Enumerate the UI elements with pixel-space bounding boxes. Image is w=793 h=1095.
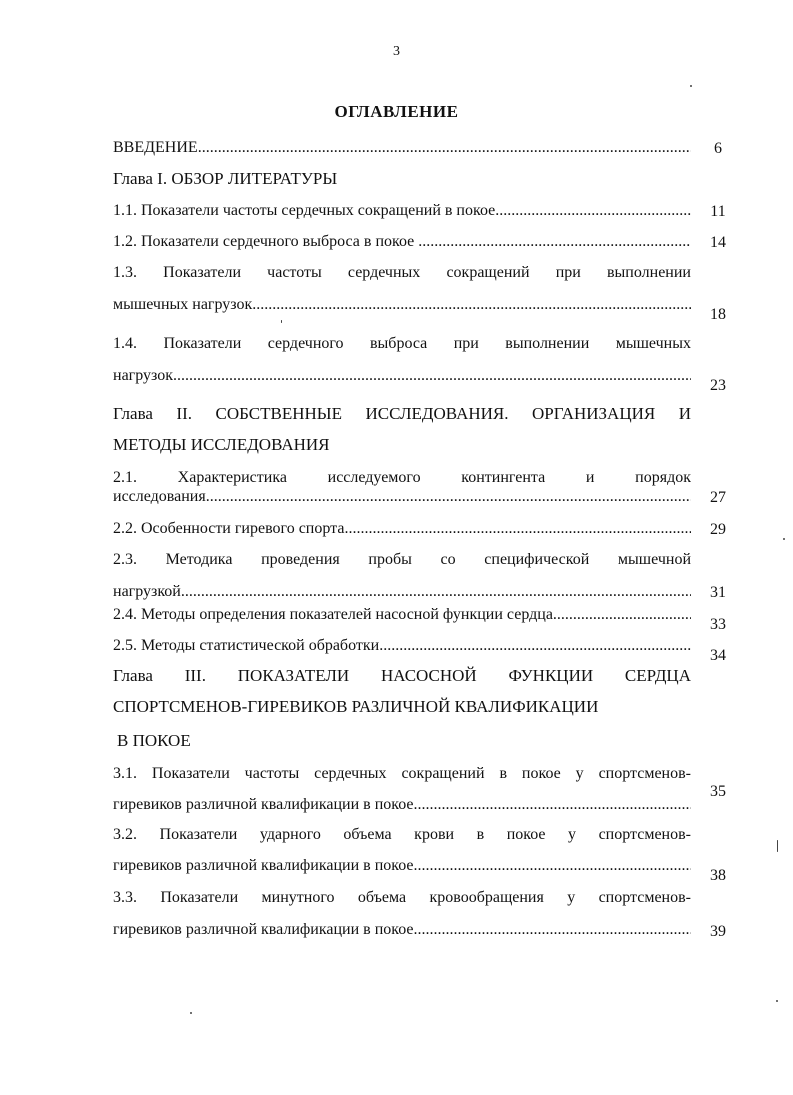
toc-page-number: 27 — [710, 489, 726, 506]
toc-entry-label: 2.5. Методы статистической обработки — [113, 637, 380, 654]
chapter-heading-3-line3: В ПОКОЕ — [117, 731, 191, 750]
toc-entry-label: гиревиков различной квалификации в покое — [113, 921, 414, 938]
toc-entry-label: ВВЕДЕНИЕ — [113, 139, 198, 156]
toc-page-number: 34 — [710, 647, 726, 664]
chapter-heading-3-line2: СПОРТСМЕНОВ-ГИРЕВИКОВ РАЗЛИЧНОЙ КВАЛИФИКАЦИИ — [113, 697, 599, 716]
toc-entry-1-4-line2[interactable] — [113, 366, 691, 386]
toc-entry-label: мышечных нагрузок — [113, 296, 253, 313]
toc-entry-2-3-line2[interactable] — [113, 582, 691, 602]
toc-entry-3-1-line2[interactable] — [113, 795, 691, 815]
page-number: 3 — [393, 44, 400, 59]
toc-entry-label: нагрузок — [113, 367, 174, 384]
toc-entry-2-1-line1[interactable]: 2.1. Характеристика исследуемого контингента и порядок — [113, 469, 691, 486]
toc-title: ОГЛАВЛЕНИЕ — [334, 102, 459, 121]
scan-speck — [690, 85, 692, 87]
chapter-heading-2-line1: Глава II. СОБСТВЕННЫЕ ИССЛЕДОВАНИЯ. ОРГАНИЗАЦИЯ И — [113, 404, 691, 423]
toc-entry-label: нагрузкой — [113, 583, 181, 600]
toc-entry-2-1-line2[interactable] — [113, 487, 691, 507]
scan-speck — [281, 320, 282, 323]
toc-entry-2-4[interactable] — [113, 605, 691, 625]
toc-entry-intro[interactable] — [113, 138, 691, 158]
toc-entry-1-1[interactable] — [113, 201, 691, 221]
toc-entry-1-2[interactable] — [113, 232, 691, 252]
toc-entry-3-3-line1[interactable]: 3.3. Показатели минутного объема кровообращения у спортсменов- — [113, 889, 691, 906]
toc-entry-2-5[interactable] — [113, 636, 691, 656]
scan-speck — [190, 1012, 192, 1014]
toc-page-number: 31 — [710, 584, 726, 601]
chapter-heading-3-line1: Глава III. ПОКАЗАТЕЛИ НАСОСНОЙ ФУНКЦИИ СЕРДЦА — [113, 666, 691, 685]
toc-page-number: 11 — [710, 203, 726, 220]
toc-entry-3-2-line1[interactable]: 3.2. Показатели ударного объема крови в покое у спортсменов- — [113, 826, 691, 843]
toc-entry-1-3-line1[interactable]: 1.3. Показатели частоты сердечных сокращений при выполнении — [113, 264, 691, 281]
toc-entry-3-1-line1[interactable]: 3.1. Показатели частоты сердечных сокращений в покое у спортсменов- — [113, 765, 691, 782]
toc-entry-2-2[interactable] — [113, 519, 691, 539]
toc-entry-3-2-line2[interactable] — [113, 856, 691, 876]
chapter-heading-1: Глава I. ОБЗОР ЛИТЕРАТУРЫ — [113, 169, 338, 188]
scan-speck — [777, 840, 778, 852]
scan-speck — [776, 1000, 778, 1002]
toc-page-number: 23 — [710, 377, 726, 394]
toc-page-number: 38 — [710, 867, 726, 884]
toc-entry-3-3-line2[interactable] — [113, 920, 691, 940]
toc-entry-label: 2.2. Особенности гиревого спорта — [113, 520, 345, 537]
toc-page-number: 6 — [714, 140, 722, 157]
toc-entry-1-4-line1[interactable]: 1.4. Показатели сердечного выброса при выполнении мышечных — [113, 335, 691, 352]
toc-page-number: 29 — [710, 521, 726, 538]
toc-page-number: 35 — [710, 783, 726, 800]
toc-entry-label: гиревиков различной квалификации в покое — [113, 796, 414, 813]
toc-page-number: 14 — [710, 234, 726, 251]
toc-page-number: 39 — [710, 923, 726, 940]
toc-page-number: 33 — [710, 616, 726, 633]
toc-entry-label: 1.2. Показатели сердечного выброса в покое — [113, 233, 415, 250]
toc-entry-label: исследования — [113, 488, 206, 505]
toc-entry-label: гиревиков различной квалификации в покое — [113, 857, 414, 874]
toc-page-number: 18 — [710, 306, 726, 323]
toc-entry-label: 1.1. Показатели частоты сердечных сокращений в покое — [113, 202, 496, 219]
chapter-heading-2-line2: МЕТОДЫ ИССЛЕДОВАНИЯ — [113, 435, 330, 454]
toc-entry-1-3-line2[interactable] — [113, 295, 691, 315]
scan-speck — [783, 538, 785, 540]
toc-entry-label: 2.4. Методы определения показателей насосной функции сердца — [113, 606, 553, 623]
toc-entry-2-3-line1[interactable]: 2.3. Методика проведения пробы со специфической мышечной — [113, 551, 691, 568]
